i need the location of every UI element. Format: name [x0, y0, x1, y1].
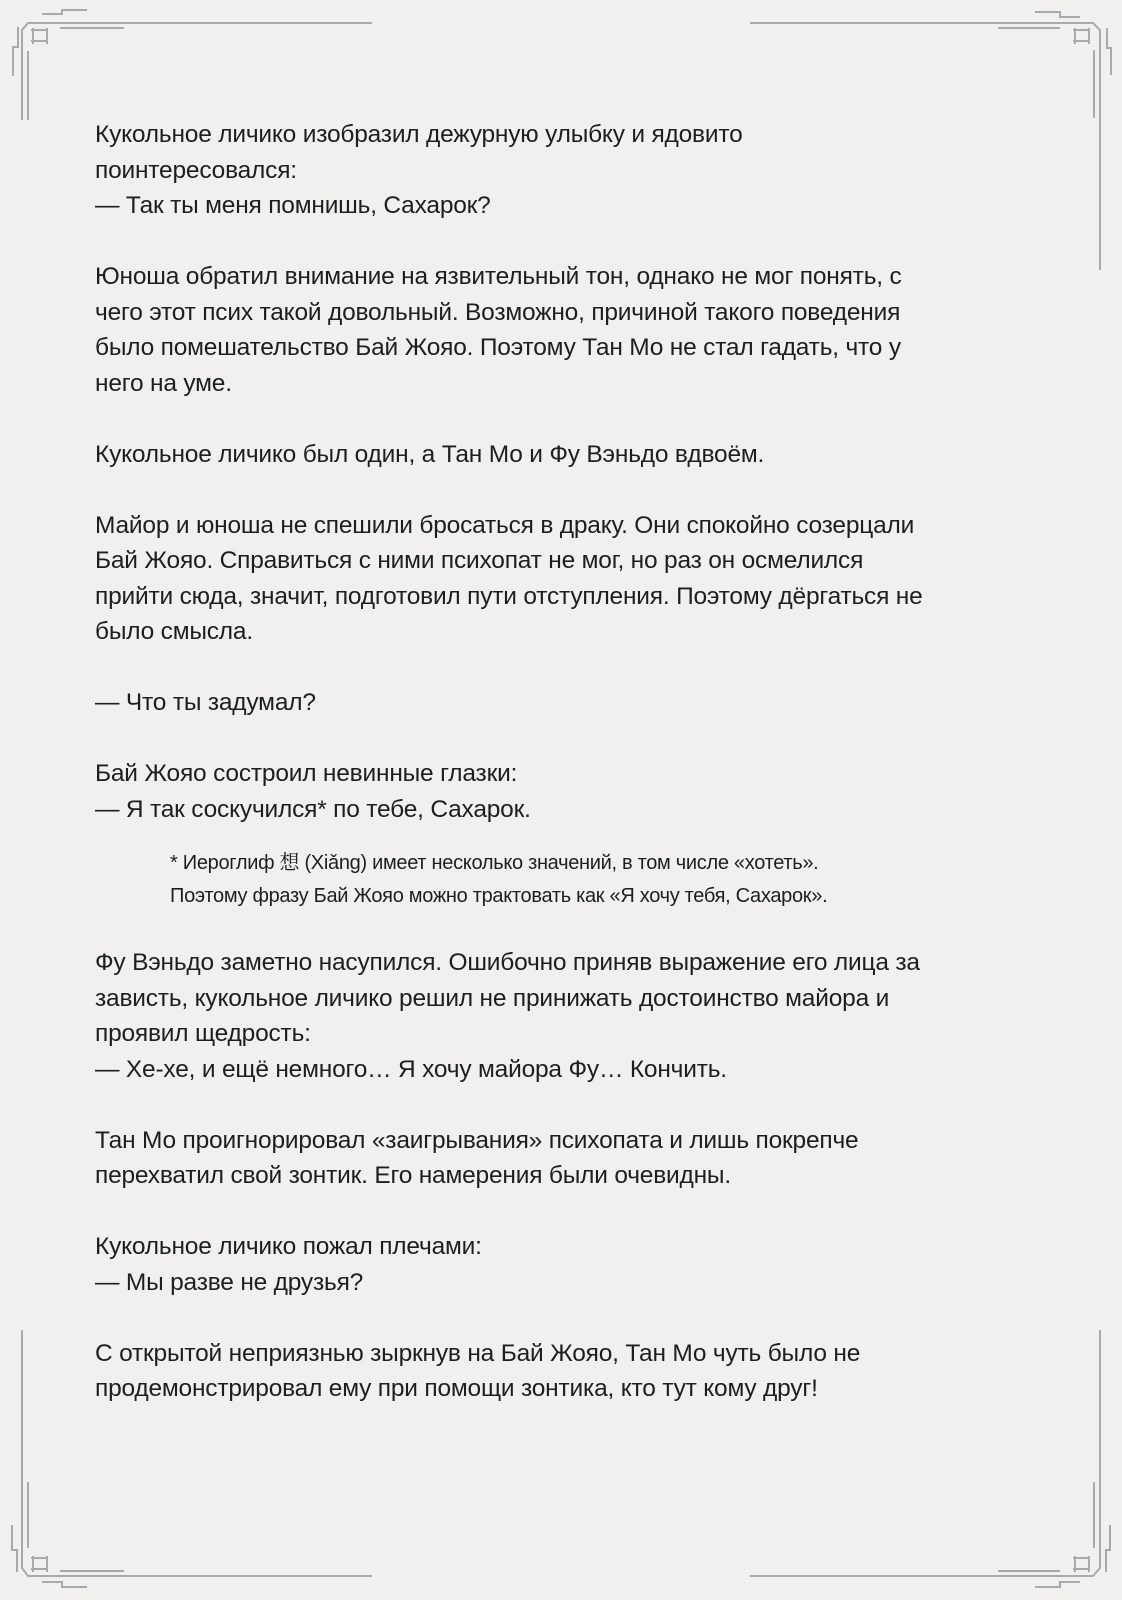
text-line: было помешательство Бай Жояо. Поэтому Тан Мо не стал гадать, что у: [95, 334, 901, 361]
text-line: Кукольное личико пожал плечами:: [95, 1233, 482, 1260]
text-line: было смысла.: [95, 618, 253, 645]
text-line: Тан Мо проигнорировал «заигрывания» психопата и лишь покрепче: [95, 1126, 859, 1154]
dialogue-line: — Мы разве не друзья?: [95, 1268, 364, 1296]
paragraph: [95, 945, 1015, 1087]
footnote: [170, 847, 1015, 913]
paragraph: [95, 685, 1015, 721]
text-line: чего этот псих такой довольный. Возможно, причиной такого поведения: [95, 298, 901, 326]
dialogue-line: — Что ты задумал?: [95, 689, 316, 716]
dialogue-line: — Так ты меня помнишь, Сахарок?: [95, 192, 491, 219]
paragraph: [95, 756, 1015, 827]
text-line: зависть, кукольное личико решил не принижать достоинство майора и: [95, 984, 890, 1012]
paragraph: [95, 437, 1015, 473]
dialogue-line: — Хе-хе, и ещё немного… Я хочу майора Фу… Кончить.: [95, 1055, 727, 1083]
document-body: [95, 117, 1015, 1442]
text-line: Бай Жояо состроил невинные глазки:: [95, 760, 518, 787]
text-line: Кукольное личико был один, а Тан Мо и Фу Вэньдо вдвоём.: [95, 440, 765, 468]
corner-ornament-top-left: [13, 10, 372, 120]
text-line: него на уме.: [95, 369, 232, 397]
text-line: продемонстрировал ему при помощи зонтика, кто тут кому друг!: [95, 1375, 818, 1402]
paragraph: [95, 1123, 1015, 1194]
text-line: Юноша обратил внимание на язвительный тон, однако не мог понять, с: [95, 263, 902, 290]
paragraph: [95, 259, 1015, 401]
paragraph: [95, 1336, 1015, 1407]
text-line: Майор и юноша не спешили бросаться в драку. Они спокойно созерцали: [95, 511, 915, 539]
footnote-line: Поэтому фразу Бай Жояо можно трактовать как «Я хочу тебя, Сахарок».: [170, 885, 828, 907]
text-line: Кукольное личико изобразил дежурную улыбку и ядовито: [95, 121, 743, 148]
text-line: Бай Жояо. Справиться с ними психопат не мог, но раз он осмелился: [95, 547, 864, 574]
footnote-line: * Иероглиф 想 (Xiǎng) имеет несколько значений, в том числе «хотеть».: [170, 852, 819, 874]
paragraph: [95, 117, 1015, 224]
paragraph: [95, 508, 1015, 650]
text-line: поинтересовался:: [95, 156, 297, 184]
text-line: прийти сюда, значит, подготовил пути отступления. Поэтому дёргаться не: [95, 582, 923, 610]
text-line: перехватил свой зонтик. Его намерения были очевидны.: [95, 1162, 731, 1189]
paragraph: [95, 1229, 1015, 1300]
text-line: Фу Вэньдо заметно насупился. Ошибочно приняв выражение его лица за: [95, 949, 920, 976]
text-line: С открытой неприязнью зыркнув на Бай Жояо, Тан Мо чуть было не: [95, 1339, 861, 1367]
text-line: проявил щедрость:: [95, 1020, 311, 1047]
dialogue-line: — Я так соскучился* по тебе, Сахарок.: [95, 795, 531, 823]
